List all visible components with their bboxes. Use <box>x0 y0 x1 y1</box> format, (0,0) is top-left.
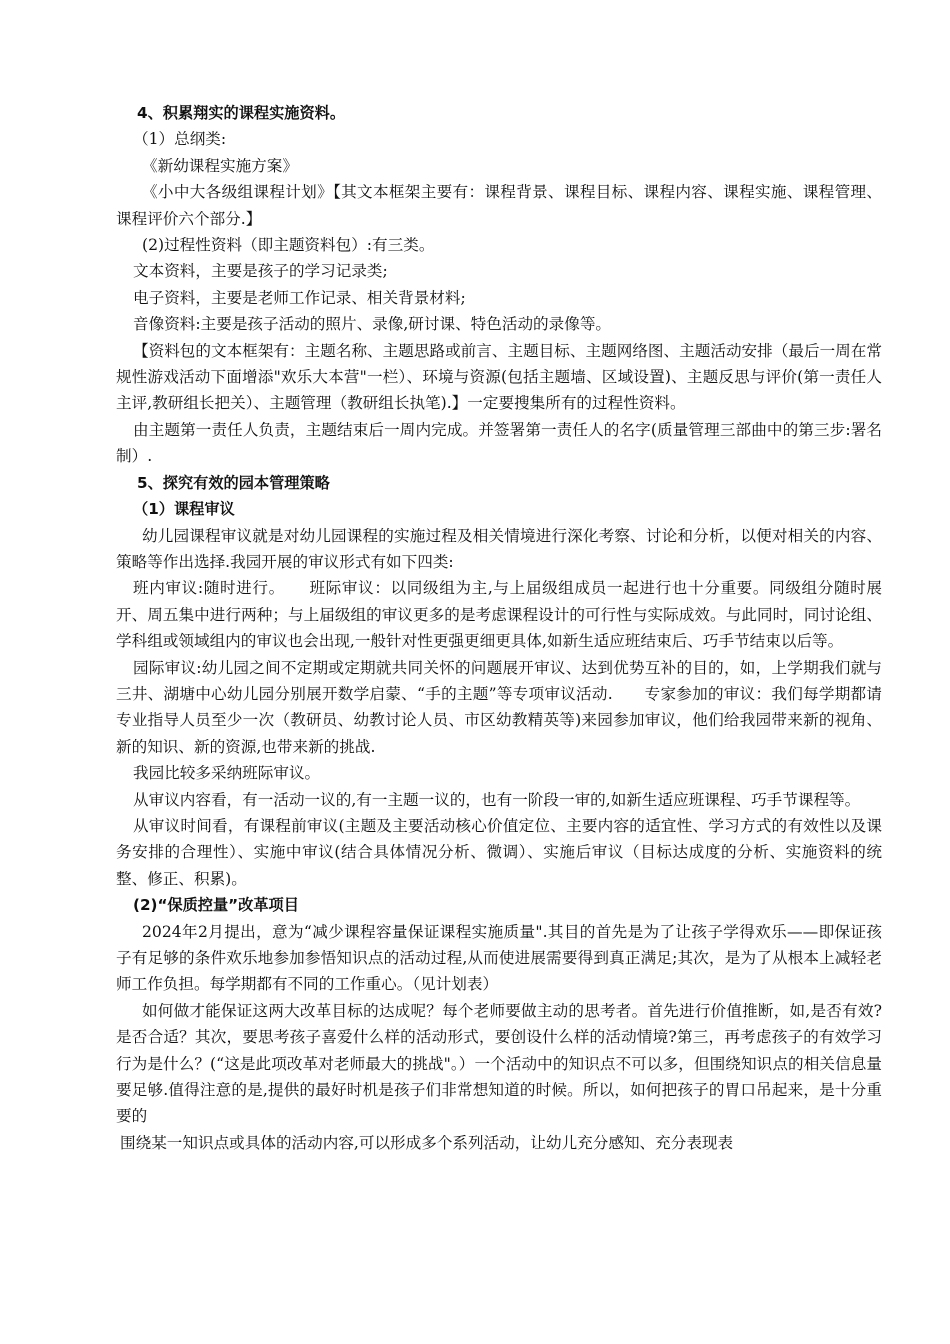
paragraph: 音像资料:主要是孩子活动的照片、录像,研讨课、特色活动的录像等。 <box>133 315 612 334</box>
paragraph: 围绕某一知识点或具体的活动内容,可以形成多个系列活动，让幼儿充分感知、充分表现表 <box>120 1133 734 1152</box>
subsection-heading: （1）课程审议 <box>133 500 235 519</box>
paragraph: 班内审议:随时进行。 班际审议：以同级组为主,与上届级组成员一起进行也十分重要。同级组分随时展开、周五集中进行两种；与上届级组的审议更多的是考虑课程设计的可行性与实际成效。与此同时，同讨论组、学科组或领域组内的审议也会出现,一般针对性更强更细更具体,如新生适应班结束后、巧手节结束以后等。 <box>116 579 882 651</box>
paragraph: 如何做才能保证这两大改革目标的达成呢？每个老师要做主动的思考者。首先进行价值推断，如,是否有效?是否合适？其次，要思考孩子喜爱什么样的活动形式，要创设什么样的活动情境?第三，再考虑孩子的有效学习行为是什么？(“这是此项改革对老师最大的挑战"。）一个活动中的知识点不可以多，但围绕知识点的相关信息量要足够.值得注意的是,提供的最好时机是孩子们非常想知道的时候。所以，如何把孩子的胃口吊起来，是十分重要的 <box>116 1001 882 1126</box>
document-body <box>116 100 882 1156</box>
section-5-heading: 5、探究有效的园本管理策略 <box>137 473 330 492</box>
paragraph: 《新幼课程实施方案》 <box>142 156 298 175</box>
paragraph: 园际审议:幼儿园之间不定期或定期就共同关怀的问题展开审议、达到优势互补的目的，如，上学期我们就与三井、湖塘中心幼儿园分别展开数学启蒙、“手的主题”等专项审议活动. 专家参加的审议：我们每学期都请专业指导人员至少一次（教研员、幼教讨论人员、市区幼教精英等)来园参加审议，他们给我园带来新的视角、新的知识、新的资源,也带来新的挑战. <box>116 658 882 756</box>
paragraph: 从审议时间看，有课程前审议(主题及主要活动核心价值定位、主要内容的适宜性、学习方式的有效性以及课务安排的合理性）、实施中审议(结合具体情况分析、微调）、实施后审议（目标达成度的分析、实施资料的统整、修正、积累)。 <box>116 816 883 888</box>
paragraph: 电子资料，主要是老师工作记录、相关背景材料; <box>133 288 466 307</box>
paragraph: 幼儿园课程审议就是对幼儿园课程的实施过程及相关情境进行深化考察、讨论和分析，以便对相关的内容、策略等作出选择.我园开展的审议形式有如下四类: <box>116 526 882 571</box>
paragraph: （1）总纲类: <box>133 130 227 149</box>
paragraph: 2024年2月提出，意为“减少课程容量保证课程实施质量".其目的首先是为了让孩子学得欢乐——即保证孩子有足够的条件欢乐地参加参悟知识点的活动过程,从而使进展需要得到真正满足;其次，是为了从根本上减轻老师工作负担。每学期都有不同的工作重心。（见计划表） <box>116 922 882 994</box>
paragraph: 文本资料，主要是孩子的学习记录类; <box>133 262 388 281</box>
paragraph: 【资料包的文本框架有：主题名称、主题思路或前言、主题目标、主题网络图、主题活动安排（最后一周在常规性游戏活动下面增添"欢乐大本营"一栏）、环境与资源(包括主题墙、区域设置)、主题反思与评价(第一责任人主评,教研组长把关）、主题管理（教研组长执笔).】一定要搜集所有的过程性资料。 <box>116 341 882 413</box>
paragraph: 由主题第一责任人负责，主题结束后一周内完成。并签署第一责任人的名字(质量管理三部曲中的第三步:署名制）. <box>116 420 882 466</box>
paragraph: (2)过程性资料（即主题资料包）:有三类。 <box>142 236 435 255</box>
subsection-heading: (2)“保质控量”改革项目 <box>133 896 299 915</box>
paragraph: 我园比较多采纳班际审议。 <box>133 764 321 783</box>
section-4-heading: 4、积累翔实的课程实施资料。 <box>137 104 346 122</box>
paragraph: 《小中大各级组课程计划》【其文本框架主要有：课程背景、课程目标、课程内容、课程实施、课程管理、课程评价六个部分.】 <box>116 183 882 228</box>
paragraph: 从审议内容看，有一活动一议的,有一主题一议的，也有一阶段一审的,如新生适应班课程、巧手节课程等。 <box>133 790 861 809</box>
